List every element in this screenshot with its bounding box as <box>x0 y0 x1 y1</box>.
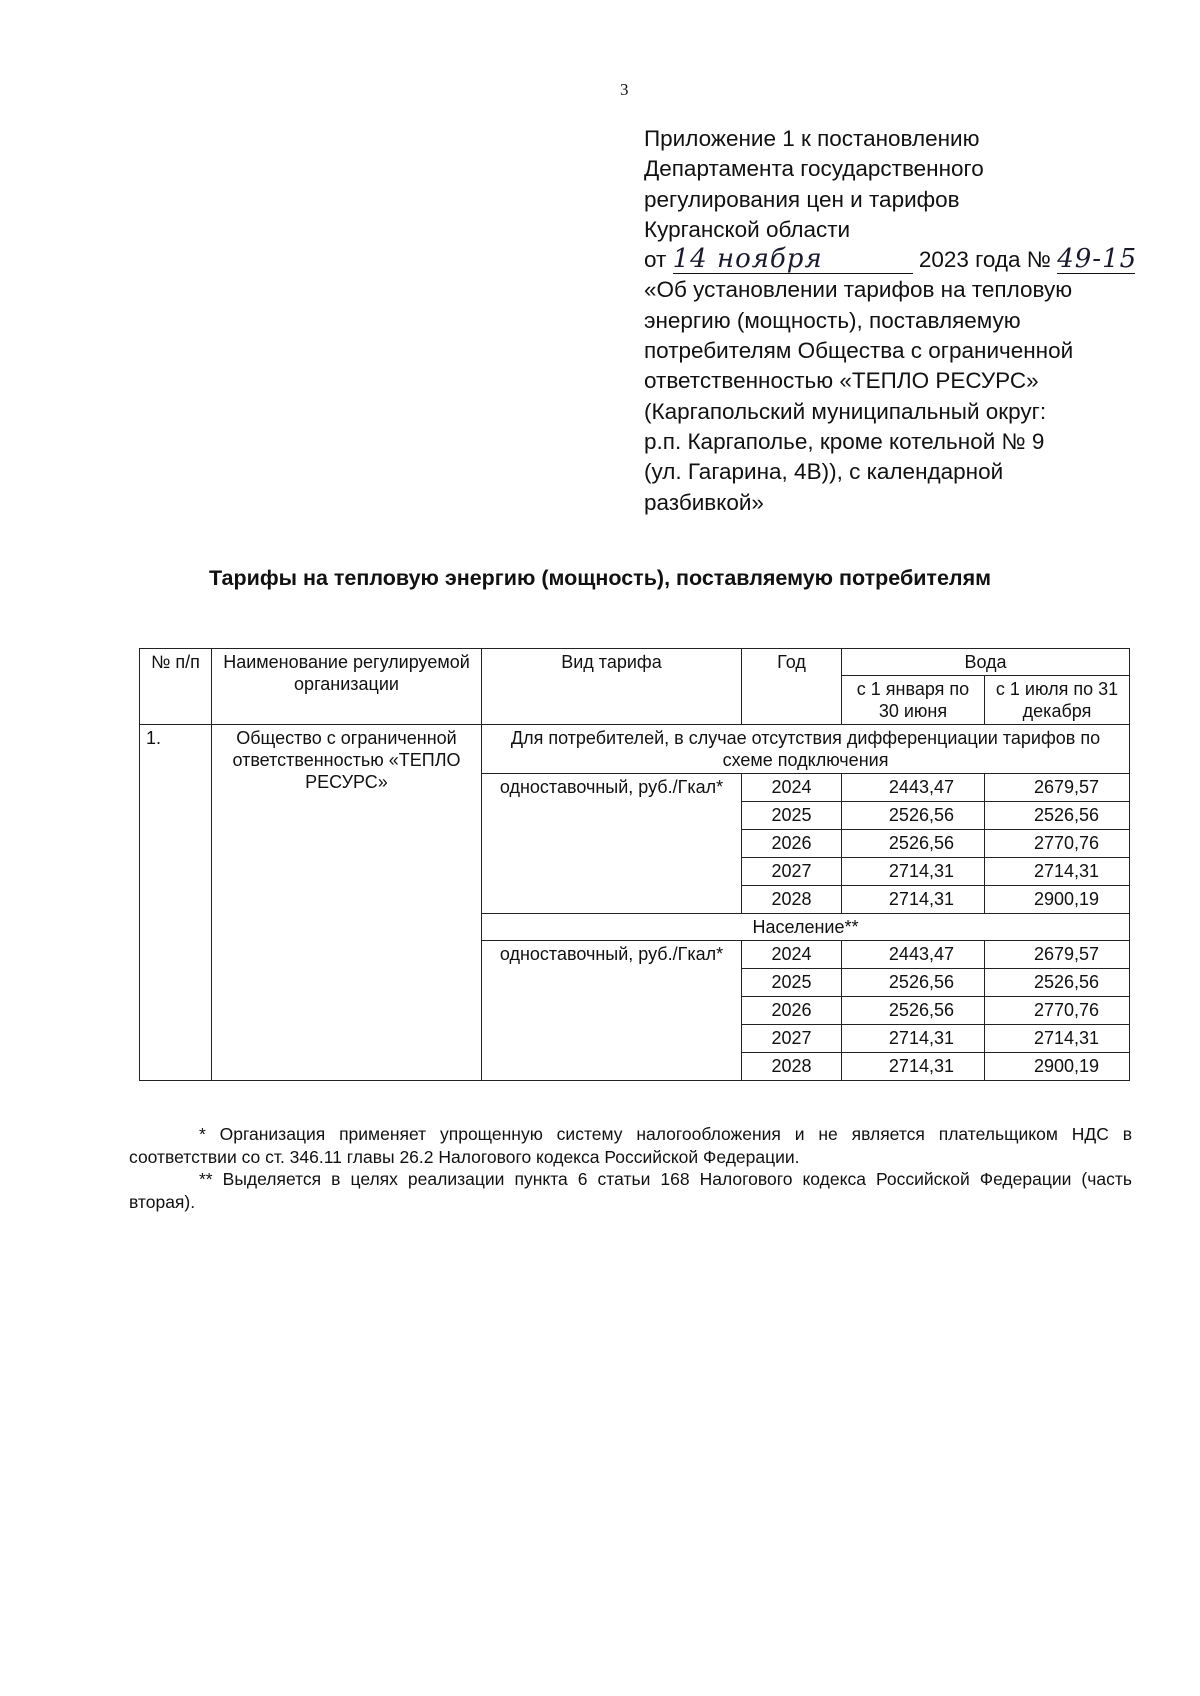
value-cell: 2770,76 <box>985 997 1130 1025</box>
tariff-type: одноставочный, руб./Гкал* <box>482 774 742 914</box>
subject-line: потребителям Общества с ограниченной <box>644 338 1074 364</box>
subject-line: энергию (мощность), поставляемую <box>644 307 1021 333</box>
group-label: Население** <box>482 914 1130 941</box>
date-line <box>644 245 1144 275</box>
handwritten-number: 49-15 <box>1057 244 1138 275</box>
value-cell: 2714,31 <box>842 886 985 914</box>
subject-line: р.п. Каргаполье, кроме котельной № 9 <box>644 428 1045 454</box>
subject-line: (ул. Гагарина, 4В)), с календарной <box>644 459 1004 485</box>
year-cell: 2024 <box>742 774 842 802</box>
subject-line: «Об установлении тарифов на тепловую <box>644 277 1073 303</box>
value-cell: 2714,31 <box>985 1025 1130 1053</box>
header-water: Вода <box>842 649 1130 676</box>
group-label-row <box>140 725 1130 774</box>
appendix-line: Приложение 1 к постановлению <box>644 126 980 151</box>
tariff-table <box>139 648 1130 1081</box>
value-cell: 2714,31 <box>842 1053 985 1081</box>
header-year: Год <box>742 649 842 725</box>
value-cell: 2526,56 <box>985 802 1130 830</box>
value-cell: 2443,47 <box>842 941 985 969</box>
value-cell: 2526,56 <box>985 969 1130 997</box>
value-cell: 2526,56 <box>842 997 985 1025</box>
year-text: 2023 года № <box>918 247 1051 273</box>
appendix-header <box>644 124 1144 518</box>
row-number: 1. <box>140 725 212 1081</box>
footnote: * Организация применяет упрощенную систему налогообложения и не является плательщиком НДС в соответствии со ст. 346.11 главы 26.2 Налогового кодекса Российской Федерации. <box>129 1124 1132 1167</box>
subject-line: разбивкой» <box>644 489 764 515</box>
value-cell: 2526,56 <box>842 802 985 830</box>
table-header-row <box>140 649 1130 676</box>
organization-name: Общество с ограниченной ответственностью «ТЕПЛО РЕСУРС» <box>212 725 482 1081</box>
page-number: 3 <box>620 80 629 99</box>
year-cell: 2028 <box>742 1053 842 1081</box>
value-cell: 2526,56 <box>842 830 985 858</box>
value-cell: 2714,31 <box>985 858 1130 886</box>
value-cell: 2679,57 <box>985 941 1130 969</box>
year-cell: 2027 <box>742 1025 842 1053</box>
year-cell: 2026 <box>742 830 842 858</box>
value-cell: 2714,31 <box>842 858 985 886</box>
year-cell: 2028 <box>742 886 842 914</box>
year-cell: 2026 <box>742 997 842 1025</box>
value-cell: 2900,19 <box>985 886 1130 914</box>
value-cell: 2526,56 <box>842 969 985 997</box>
value-cell: 2714,31 <box>842 1025 985 1053</box>
document-title: Тарифы на тепловую энергию (мощность), поставляемую потребителям <box>208 566 992 590</box>
year-cell: 2024 <box>742 941 842 969</box>
value-cell: 2443,47 <box>842 774 985 802</box>
value-cell: 2900,19 <box>985 1053 1130 1081</box>
header-tariff-type: Вид тарифа <box>482 649 742 725</box>
tariff-type: одноставочный, руб./Гкал* <box>482 941 742 1081</box>
subject-line: (Каргапольский муниципальный округ: <box>644 398 1047 424</box>
appendix-line: регулирования цен и тарифов <box>644 186 960 212</box>
footnote: ** Выделяется в целях реализации пункта 6 статьи 168 Налогового кодекса Российской Федерации (часть вторая). <box>129 1169 1132 1212</box>
value-cell: 2770,76 <box>985 830 1130 858</box>
group-label: Для потребителей, в случае отсутствия дифференциации тарифов по схеме подключения <box>482 725 1130 774</box>
value-cell: 2679,57 <box>985 774 1130 802</box>
subject-line: ответственностью «ТЕПЛО РЕСУРС» <box>644 368 1039 394</box>
handwritten-date: 14 ноября <box>672 244 823 275</box>
header-num: № п/п <box>140 649 212 725</box>
appendix-line: Департамента государственного <box>644 156 984 182</box>
header-period-2: с 1 июля по 31 декабря <box>985 676 1130 725</box>
year-cell: 2025 <box>742 802 842 830</box>
appendix-line: Курганской области <box>644 216 851 242</box>
date-prefix: от <box>644 247 667 273</box>
header-period-1: с 1 января по 30 июня <box>842 676 985 725</box>
header-org: Наименование регулируемой организации <box>212 649 482 725</box>
footnotes <box>129 1123 1132 1213</box>
year-cell: 2025 <box>742 969 842 997</box>
year-cell: 2027 <box>742 858 842 886</box>
